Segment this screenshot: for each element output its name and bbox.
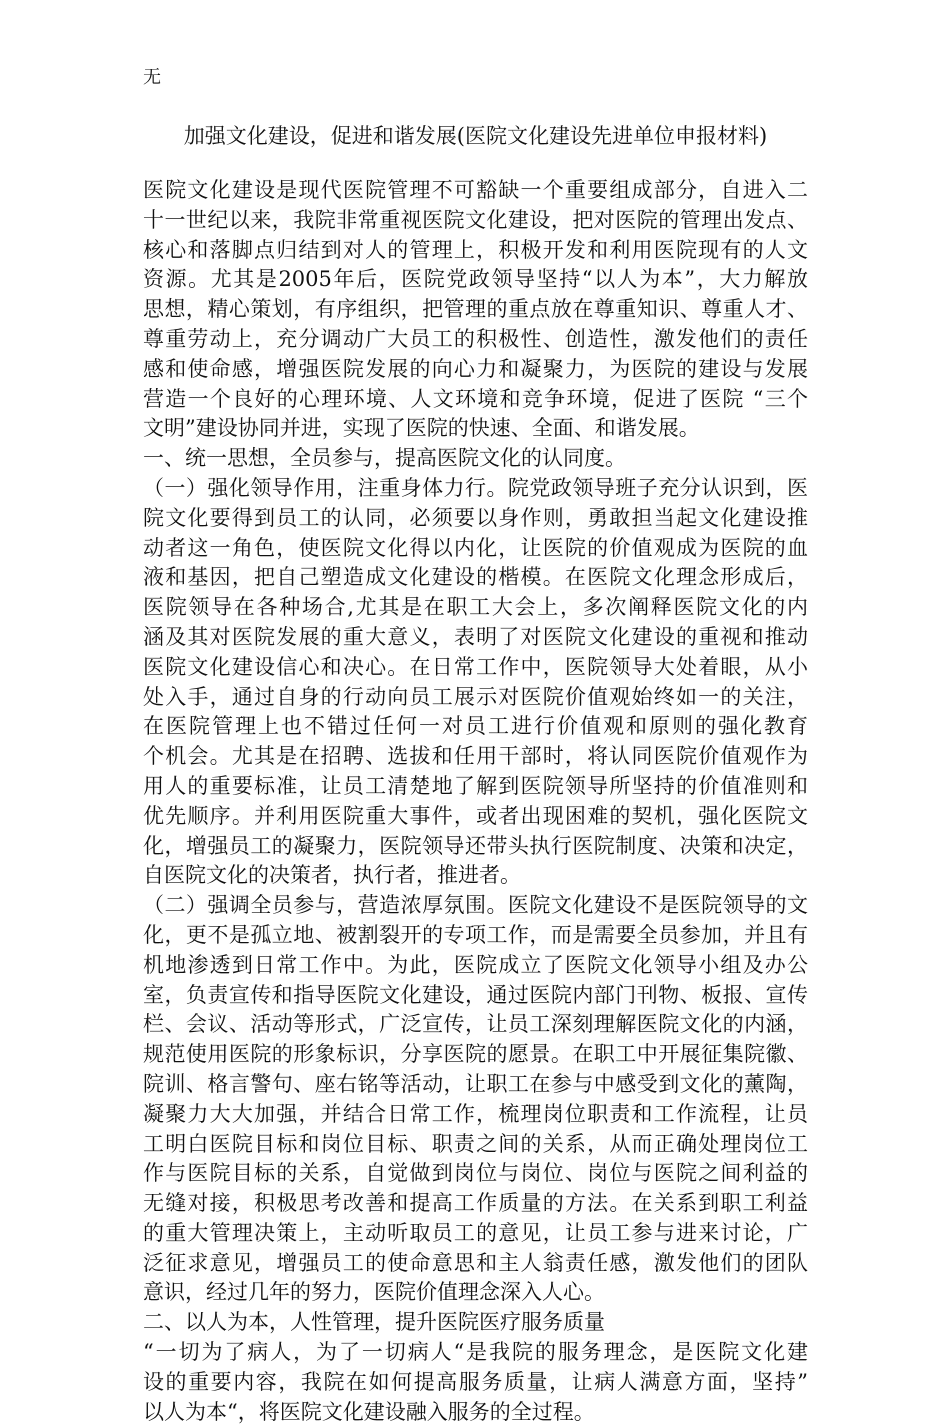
body-text-line: “一切为了病人，为了一切病人“是我院的服务理念，是医院文化建	[143, 1340, 808, 1365]
body-text-line: 文明”建设协同并进，实现了医院的快速、全面、和谐发展。	[143, 416, 700, 441]
body-text-line: 优先顺序。并利用医院重大事件，或者出现困难的契机，强化医院文	[143, 803, 808, 828]
body-text-line: 医院领导在各种场合,尤其是在职工大会上，多次阐释医院文化的内	[143, 595, 808, 620]
body-text-line: 栏、会议、活动等形式，广泛宣传，让员工深刻理解医院文化的内涵，	[143, 1012, 808, 1037]
body-text-line: 设的重要内容，我院在如何提高服务质量，让病人满意方面，坚持”	[143, 1369, 808, 1394]
body-text-line: 院训、格言警句、座右铭等活动，让职工在参与中感受到文化的薰陶，	[143, 1071, 808, 1096]
body-text-line: 泛征求意见，增强员工的使命意思和主人翁责任感，激发他们的团队	[143, 1250, 808, 1275]
body-text-line: 规范使用医院的形象标识，分享医院的愿景。在职工中开展征集院徽、	[143, 1042, 808, 1067]
body-text-line: 二、以人为本，人性管理，提升医院医疗服务质量	[143, 1310, 605, 1335]
body-text-line: 院文化要得到员工的认同，必须要以身作则，勇敢担当起文化建设推	[143, 505, 808, 530]
body-text-line: （一）强化领导作用，注重身体力行。院党政领导班子充分认识到，医	[143, 475, 808, 500]
body-text-line: 凝聚力大大加强，并结合日常工作，梳理岗位职责和工作流程，让员	[143, 1101, 808, 1126]
body-text-line: 处入手，通过自身的行动向员工展示对医院价值观始终如一的关注，	[143, 684, 808, 709]
body-text-line: 营造一个良好的心理环境、人文环境和竞争环境，促进了医院 “三个	[143, 386, 808, 411]
body-text-line: 尊重劳动上，充分调动广大员工的积极性、创造性，激发他们的责任	[143, 326, 808, 351]
body-text-line: 资源。尤其是2005年后，医院党政领导坚持“以人为本”，大力解放	[143, 267, 808, 292]
body-text-line: 的重大管理决策上，主动听取员工的意见，让员工参与进来讨论，广	[143, 1220, 808, 1245]
body-text-line: 一、统一思想，全员参与，提高医院文化的认同度。	[143, 446, 626, 471]
body-text-line: 自医院文化的决策者，执行者，推进者。	[143, 863, 521, 888]
body-text-line: 化，更不是孤立地、被割裂开的专项工作，而是需要全员参加，并且有	[143, 922, 808, 947]
body-text-line: 医院文化建设是现代医院管理不可豁缺一个重要组成部分，自进入二	[143, 178, 808, 202]
body-text-line: 医院文化建设信心和决心。在日常工作中，医院领导大处着眼，从小	[143, 654, 808, 679]
body-text-line: 个机会。尤其是在招聘、选拔和任用干部时，将认同医院价值观作为	[143, 744, 808, 769]
body-text-line: 机地渗透到日常工作中。为此，医院成立了医院文化领导小组及办公	[143, 952, 808, 977]
body-text-line: 感和使命感，增强医院发展的向心力和凝聚力，为医院的建设与发展	[143, 356, 808, 381]
body-text-line: 意识，经过几年的努力，医院价值理念深入人心。	[143, 1280, 605, 1305]
document-title: 加强文化建设，促进和谐发展(医院文化建设先进单位申报材料)	[183, 124, 768, 148]
body-text-line: 室，负责宣传和指导医院文化建设，通过医院内部门刊物、板报、宣传	[143, 982, 808, 1007]
body-text-line: 在医院管理上也不错过任何一对员工进行价值观和原则的强化教育	[143, 714, 808, 739]
body-text-line: 工明白医院目标和岗位目标、职责之间的关系，从而正确处理岗位工	[143, 1131, 808, 1156]
body-text-line: 十一世纪以来，我院非常重视医院文化建设，把对医院的管理出发点、	[143, 207, 808, 232]
body-text-line: （二）强调全员参与，营造浓厚氛围。医院文化建设不是医院领导的文	[143, 893, 808, 918]
body-text-line: 以人为本“，将医院文化建设融入服务的全过程。	[143, 1399, 595, 1424]
body-text-line: 涵及其对医院发展的重大意义，表明了对医院文化建设的重视和推动	[143, 624, 808, 649]
body-text-line: 作与医院目标的关系，自觉做到岗位与岗位、岗位与医院之间利益的	[143, 1161, 808, 1186]
body-text-line: 动者这一角色，使医院文化得以内化，让医院的价值观成为医院的血	[143, 535, 808, 560]
body-text-line: 化，增强员工的凝聚力，医院领导还带头执行医院制度、决策和决定，	[143, 833, 808, 858]
body-text-line: 核心和落脚点归结到对人的管理上，积极开发和利用医院现有的人文	[143, 237, 808, 262]
body-text-line: 无缝对接，积极思考改善和提高工作质量的方法。在关系到职工利益	[143, 1191, 808, 1216]
body-text-line: 液和基因，把自己塑造成文化建设的楷模。在医院文化理念形成后，	[143, 565, 808, 590]
document-body	[143, 176, 808, 1427]
body-text-line: 思想，精心策划，有序组织，把管理的重点放在尊重知识、尊重人才、	[143, 297, 808, 322]
header-mark: 无	[143, 67, 161, 88]
body-text-line: 用人的重要标准，让员工清楚地了解到医院领导所坚持的价值准则和	[143, 773, 808, 798]
